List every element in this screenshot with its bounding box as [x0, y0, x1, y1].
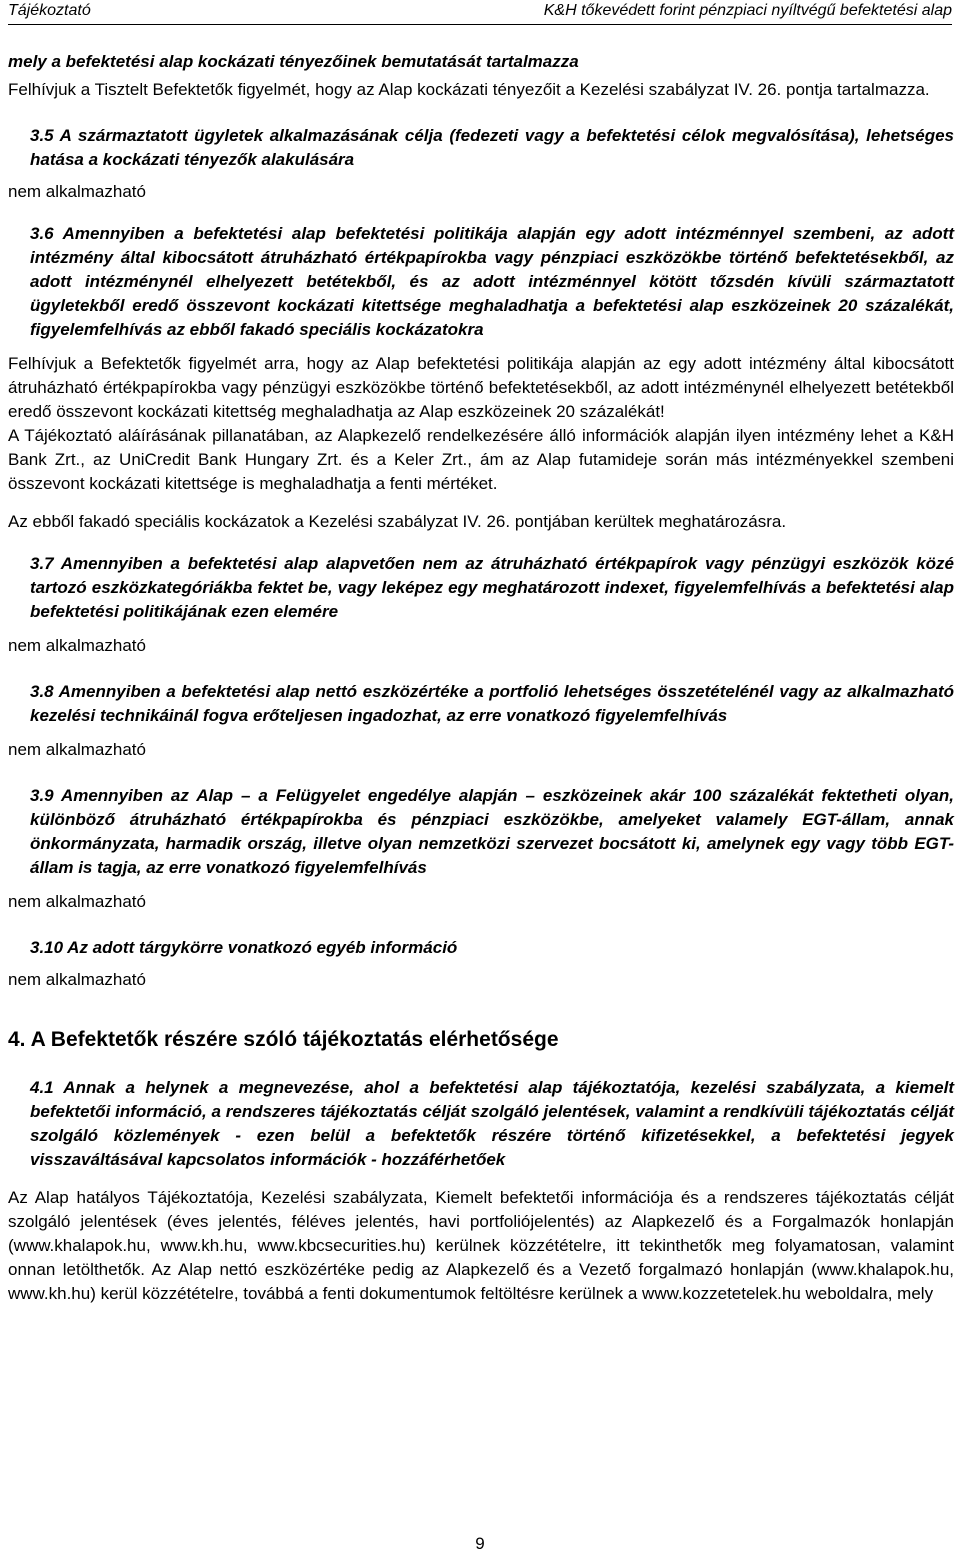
section-4-1-heading: 4.1 Annak a helynek a megnevezése, ahol a befektetési alap tájékoztatója, kezelési szabályzata, a kiemelt befektetői információ, a rendszeres tájékoztatás célját szolgáló jelentések, valamint a rendkívüli tájékoztatás célját szolgáló közlemények - ezen belül a befektetők részére történő kifizetésekkel, a befektetési jegyek visszaváltásával kapcsolatos információk - hozzáférhetőek: [30, 1078, 954, 1169]
intro-text: Felhívjuk a Tisztelt Befektetők figyelmét, hogy az Alap kockázati tényezőit a Kezelési szabályzat IV. 26. pontja tartalmazza.: [8, 80, 930, 99]
section-3-7-text: nem alkalmazható: [8, 636, 146, 655]
header-left-title: Tájékoztató: [8, 2, 91, 19]
section-3-6-text-2: A Tájékoztató aláírásának pillanatában, az Alapkezelő rendelkezésére álló információk alapján ilyen intézmény lehet a K&H Bank Zrt., az UniCredit Bank Hungary Zrt. és a Keler Zrt., ám az Alap futamideje során más intézményekkel szembeni összevont kockázati kitettsége is meghaladhatja a fenti mértéket.: [8, 426, 954, 493]
section-3-6-heading: 3.6 Amennyiben a befektetési alap befektetési politikája alapján egy adott intézménnyel szembeni, az adott intézmény által kibocsátott átruházható értékpapírokba vagy pénzpiaci eszközökbe történő befektetésekből, az adott intézménynél elhelyezett betétekből, és az adott intézménnyel kötött tőzsdén kívüli származtatott ügyletekből eredő összevont kockázati kitettsége meghaladhatja a befektetési alap eszközeinek 20 százalékát, figyelemfelhívás az ebből fakadó speciális kockázatokra: [30, 224, 954, 339]
intro-heading: mely a befektetési alap kockázati tényezőinek bemutatását tartalmazza: [8, 52, 579, 71]
section-3-6-text-3: Az ebből fakadó speciális kockázatok a Kezelési szabályzat IV. 26. pontjában kerültek meghatározásra.: [8, 512, 787, 531]
section-3-9-heading: 3.9 Amennyiben az Alap – a Felügyelet engedélye alapján – eszközeinek akár 100 százalékát fektetheti olyan, különböző átruházható értékpapírokba és pénzpiaci eszközökbe, amelyeket valamely EGT-állam, annak önkormányzata, harmadik ország, illetve olyan nemzetközi szervezet bocsátott ki, amelynek egy vagy több EGT-állam is tagja, az erre vonatkozó figyelemfelhívás: [30, 786, 954, 877]
section-3-10-heading: 3.10 Az adott tárgykörre vonatkozó egyéb információ: [30, 938, 458, 957]
section-3-8-text: nem alkalmazható: [8, 740, 146, 759]
section-3-7-heading: 3.7 Amennyiben a befektetési alap alapvetően nem az átruházható értékpapírok vagy pénzügyi eszközök közé tartozó eszközkategóriákba fektet be, vagy leképez egy meghatározott indexet, figyelemfelhívás a befektetési alap befektetési politikájának ezen elemére: [30, 554, 954, 621]
section-3-8-heading: 3.8 Amennyiben a befektetési alap nettó eszközértéke a portfolió lehetséges összetételénél vagy az alkalmazható kezelési technikáinál fogva erőteljesen ingadozhat, az erre vonatkozó figyelemfelhívás: [30, 682, 954, 725]
document-body: [8, 50, 954, 1306]
header-right-title: K&H tőkevédett forint pénzpiaci nyíltvégű befektetési alap: [543, 2, 952, 19]
section-3-5-heading: 3.5 A származtatott ügyletek alkalmazásának célja (fedezeti vagy a befektetési célok megvalósítása), lehetséges hatása a kockázati tényezők alakulására: [30, 126, 954, 169]
section-4-heading: 4. A Befektetők részére szóló tájékoztatás elérhetősége: [8, 1028, 559, 1051]
section-3-6-text-1: Felhívjuk a Befektetők figyelmét arra, hogy az Alap befektetési politikája alapján az egy adott intézmény által kibocsátott átruházható értékpapírokba vagy pénzügyi eszközökbe történő befektetésekből, az adott intézménynél elhelyezett betétekből eredő összevont kockázati kitettség meghaladhatja az Alap eszközeinek 20 százalékát!: [8, 354, 954, 421]
page-header: [8, 0, 952, 25]
section-4-1-text: Az Alap hatályos Tájékoztatója, Kezelési szabályzata, Kiemelt befektetői információja és a rendszeres tájékoztatás célját szolgáló jelentések (éves jelentés, féléves jelentés, havi portfoliójelentés) az Alapkezelő és a Forgalmazók honlapján (www.khalapok.hu, www.kh.hu, www.kbcsecurities.hu) kerülnek közzétételre, itt tekinthetők meg folyamatosan, valamint onnan letölthetők. Az Alap nettó eszközértéke pedig az Alapkezelő és a Vezető forgalmazó honlapján (www.khalapok.hu, www.kh.hu) kerül közzétételre, továbbá a fenti dokumentumok feltöltésre kerülnek a www.kozzetetelek.hu weboldalra, mely: [8, 1188, 954, 1303]
section-3-5-text: nem alkalmazható: [8, 182, 146, 201]
section-3-9-text: nem alkalmazható: [8, 892, 146, 911]
section-3-10-text: nem alkalmazható: [8, 970, 146, 989]
page-number: 9: [475, 1534, 485, 1553]
